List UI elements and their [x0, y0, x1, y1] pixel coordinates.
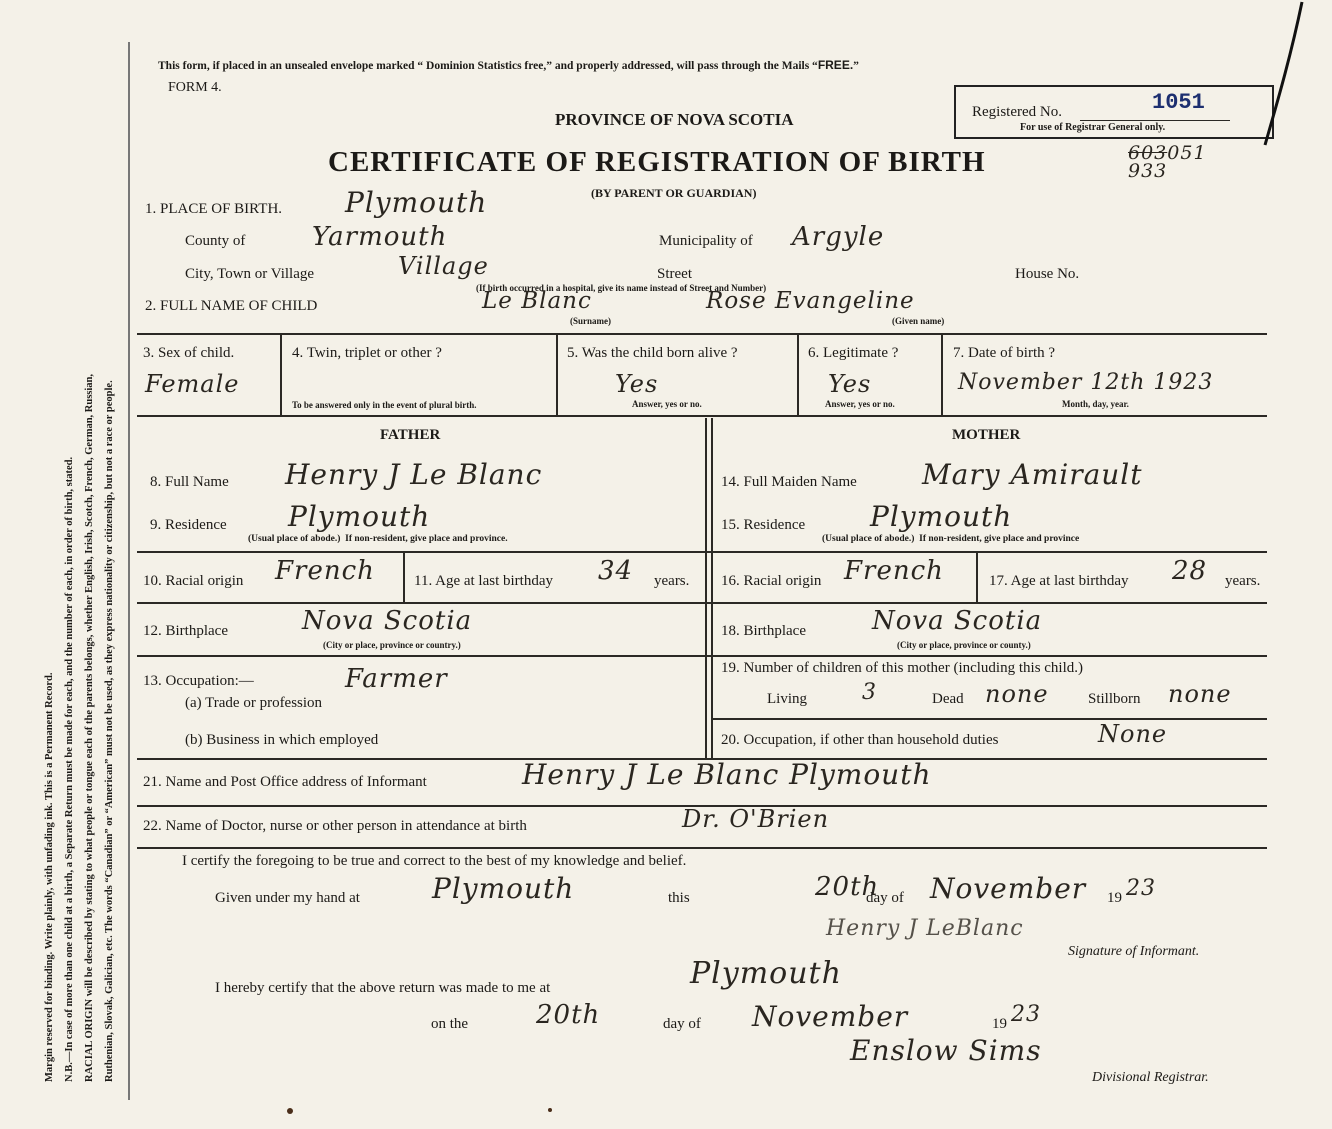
row-divider-children	[711, 718, 1267, 720]
mother-age-value: 28	[1172, 556, 1208, 586]
father-occupation-label: 13. Occupation:—	[143, 673, 254, 689]
return-month: November	[752, 1000, 909, 1033]
living-label: Living	[767, 691, 807, 707]
side-note-nb: N.B.—In case of more than one child at a birth, a Separate Return must be made for each, and the number of each, in order of birth, stated.	[64, 456, 75, 1082]
house-label: House No.	[1015, 266, 1080, 282]
children-count-label: 19. Number of children of this mother (including this child.)	[721, 660, 1084, 676]
mail-notice: This form, if placed in an unsealed envelope marked “ Dominion Statistics free,” and properly addressed, will pass through the Mails “FREE.”	[158, 58, 859, 72]
col-divider-2	[556, 333, 558, 415]
municipality-label: Municipality of	[659, 233, 753, 249]
alive-caption: Answer, yes or no.	[632, 399, 702, 409]
father-residence-label: 9. Residence	[150, 517, 227, 533]
registered-label: Registered No.	[972, 104, 1062, 120]
mother-occupation-value: None	[1098, 720, 1168, 748]
side-note-racial-2: Ruthenian, Slovak, Galician, etc. The words “Canadian” or “American” must not be used, as they express nationality or citizenship, but not a race or people.	[104, 380, 115, 1082]
on-the-label: on the	[431, 1016, 469, 1032]
twin-label: 4. Twin, triplet or other ?	[292, 345, 442, 361]
dob-value: November 12th 1923	[958, 370, 1214, 395]
business-label: (b) Business in which employed	[185, 732, 379, 748]
father-birthplace-value: Nova Scotia	[302, 606, 473, 636]
mother-age-divider	[976, 551, 978, 602]
given-label: Given under my hand at	[215, 890, 360, 906]
col-divider-1	[280, 333, 282, 415]
surname-caption: (Surname)	[570, 316, 611, 326]
place-value: Plymouth	[345, 186, 488, 219]
this-label: this	[668, 890, 690, 906]
mother-name-value: Mary Amirault	[922, 458, 1143, 491]
doctor-label: 22. Name of Doctor, nurse or other person in attendance at birth	[143, 818, 527, 834]
row-divider-birthplace	[137, 655, 1267, 657]
legit-value: Yes	[828, 370, 872, 398]
father-occupation-value: Farmer	[345, 664, 448, 694]
registered-number: 1051	[1152, 90, 1205, 115]
row-divider-race-bottom	[137, 602, 1267, 604]
col-divider-4	[941, 333, 943, 415]
sex-label: 3. Sex of child.	[143, 345, 235, 361]
father-name-label: 8. Full Name	[150, 474, 229, 490]
parents-divider-a	[705, 418, 707, 758]
col-divider-3	[797, 333, 799, 415]
dead-value: none	[985, 680, 1049, 708]
father-abode-caption: (Usual place of abode.) If non-resident, give place and province.	[248, 534, 508, 544]
dob-label: 7. Date of birth ?	[953, 345, 1056, 361]
given-place: Plymouth	[432, 872, 575, 905]
mother-birthplace-value: Nova Scotia	[872, 606, 1043, 636]
mother-birthplace-caption: (City or place, province or county.)	[897, 640, 1031, 650]
father-birthplace-caption: (City or place, province or country.)	[323, 640, 461, 650]
father-age-value: 34	[598, 556, 634, 586]
province-title: PROVINCE OF NOVA SCOTIA	[555, 110, 794, 129]
row-divider-top	[137, 333, 1267, 335]
informant-signature: Henry J LeBlanc	[826, 916, 1024, 941]
given-year: 23	[1126, 876, 1156, 901]
mother-name-label: 14. Full Maiden Name	[721, 474, 857, 490]
street-label: Street	[657, 266, 692, 282]
informant-signature-caption: Signature of Informant.	[1068, 944, 1200, 959]
return-year: 23	[1011, 1002, 1041, 1027]
row-divider-race-top	[137, 551, 1267, 553]
place-label: 1. PLACE OF BIRTH.	[145, 201, 283, 217]
mother-birthplace-label: 18. Birthplace	[721, 623, 806, 639]
margin-note-603: 603051	[1128, 142, 1207, 164]
pen-stroke	[1240, 0, 1310, 150]
form-number: FORM 4.	[168, 80, 222, 95]
margin-note-933: 933	[1128, 160, 1168, 182]
given-day-of-label: day of	[866, 890, 904, 906]
father-birthplace-label: 12. Birthplace	[143, 623, 228, 639]
mother-heading: MOTHER	[952, 427, 1021, 443]
stillborn-label: Stillborn	[1088, 691, 1141, 707]
ink-speck	[548, 1108, 552, 1112]
page-title: CERTIFICATE OF REGISTRATION OF BIRTH	[328, 146, 986, 178]
registered-underline	[1080, 120, 1230, 121]
father-race-label: 10. Racial origin	[143, 573, 244, 589]
dead-label: Dead	[932, 691, 964, 707]
dob-caption: Month, day, year.	[1062, 399, 1129, 409]
certify-statement: I certify the foregoing to be true and correct to the best of my knowledge and belief.	[182, 853, 687, 869]
side-note-racial-1: RACIAL ORIGIN will be described by stating to what people or tongue each of the parents belongs, whether English, Irish, Scotch, French, German, Russian,	[84, 373, 95, 1082]
father-heading: FATHER	[380, 427, 441, 443]
child-surname: Le Blanc	[482, 288, 592, 314]
return-day: 20th	[536, 1000, 601, 1030]
side-note-margin: Margin reserved for binding. Write plainly, with unfading ink. This is a Permanent Record.	[44, 672, 55, 1082]
given-year-prefix: 19	[1107, 890, 1122, 906]
given-caption: (Given name)	[892, 316, 945, 326]
hospital-note: (If birth occurred in a hospital, give its name instead of Street and Number)	[476, 283, 767, 293]
given-day: 20th	[815, 872, 880, 902]
legit-label: 6. Legitimate ?	[808, 345, 899, 361]
city-label: City, Town or Village	[185, 266, 315, 282]
stillborn-value: none	[1168, 680, 1232, 708]
mother-residence-label: 15. Residence	[721, 517, 806, 533]
page-subtitle: (BY PARENT OR GUARDIAN)	[591, 186, 757, 200]
father-years: years.	[654, 573, 690, 589]
child-name-label: 2. FULL NAME OF CHILD	[145, 298, 318, 314]
twin-note: To be answered only in the event of plural birth.	[292, 400, 477, 410]
mother-abode-caption: (Usual place of abode.) If non-resident, give place and province	[822, 534, 1080, 544]
municipality-value: Argyle	[792, 222, 885, 252]
legit-caption: Answer, yes or no.	[825, 399, 895, 409]
row-divider-certification	[137, 847, 1267, 849]
row-divider-bottom	[137, 415, 1267, 417]
living-value: 3	[862, 680, 877, 705]
mother-race-label: 16. Racial origin	[721, 573, 822, 589]
informant-label: 21. Name and Post Office address of Informant	[143, 774, 427, 790]
ink-speck	[287, 1108, 293, 1114]
county-value: Yarmouth	[312, 222, 448, 252]
mother-age-label: 17. Age at last birthday	[989, 573, 1129, 589]
mother-occupation-label: 20. Occupation, if other than household duties	[721, 732, 999, 748]
return-day-of-label: day of	[663, 1016, 701, 1032]
mother-years: years.	[1225, 573, 1261, 589]
alive-label: 5. Was the child born alive ?	[567, 345, 738, 361]
city-value: Village	[398, 252, 489, 280]
sex-value: Female	[145, 370, 240, 398]
given-month: November	[930, 872, 1087, 905]
father-name-value: Henry J Le Blanc	[285, 458, 543, 491]
child-given-name: Rose Evangeline	[706, 288, 915, 314]
father-age-divider	[403, 551, 405, 602]
informant-value: Henry J Le Blanc Plymouth	[522, 758, 932, 791]
registrar-signature: Enslow Sims	[850, 1034, 1042, 1067]
father-race-value: French	[275, 556, 375, 586]
mother-race-value: French	[844, 556, 944, 586]
return-label: I hereby certify that the above return was made to me at	[215, 980, 551, 996]
county-label: County of	[185, 233, 246, 249]
father-age-label: 11. Age at last birthday	[414, 573, 553, 589]
alive-value: Yes	[615, 370, 659, 398]
registrar-note: For use of Registrar General only.	[1020, 122, 1166, 133]
return-place: Plymouth	[690, 956, 842, 991]
trade-label: (a) Trade or profession	[185, 695, 323, 711]
doctor-value: Dr. O'Brien	[682, 805, 830, 833]
return-year-prefix: 19	[992, 1016, 1007, 1032]
parents-divider-b	[711, 418, 713, 758]
father-residence-value: Plymouth	[288, 500, 431, 533]
mother-residence-value: Plymouth	[870, 500, 1013, 533]
registrar-caption: Divisional Registrar.	[1092, 1070, 1209, 1085]
margin-line	[128, 42, 130, 1100]
